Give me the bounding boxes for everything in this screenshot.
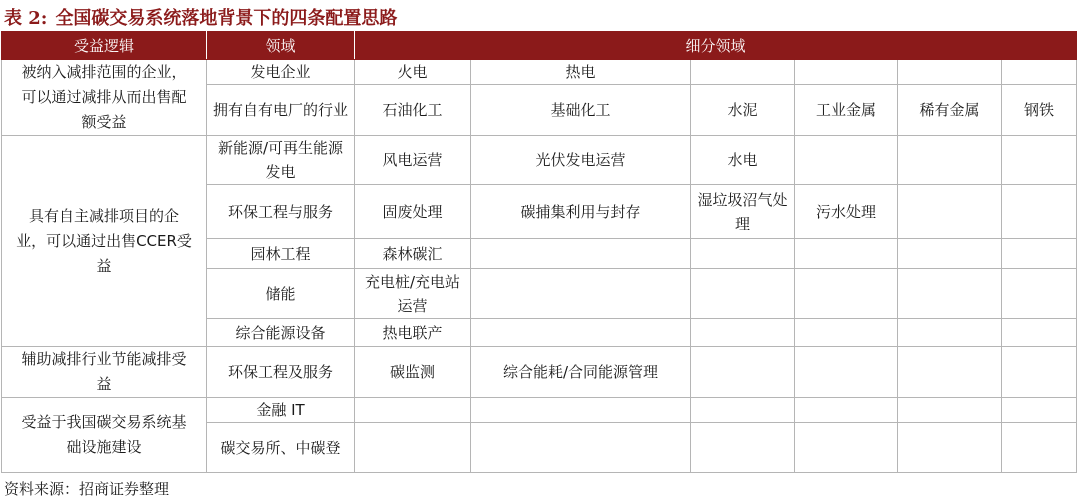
table-title-text: 全国碳交易系统落地背景下的四条配置思路: [55, 8, 398, 29]
subfield-cell: [691, 347, 795, 398]
subfield-cell: [795, 60, 898, 85]
domain-cell: 发电企业: [207, 60, 355, 85]
subfield-cell: 热电: [471, 60, 691, 85]
subfield-cell: [898, 398, 1002, 423]
subfield-cell: 充电桩/充电站运营: [355, 269, 471, 319]
subfield-cell: [1002, 319, 1077, 347]
category-cell: 辅助减排行业节能减排受益: [2, 347, 207, 398]
table-row: [2, 136, 1077, 185]
header-subfields: 细分领域: [355, 32, 1077, 60]
subfield-cell: [795, 423, 898, 473]
subfield-cell: [795, 239, 898, 269]
domain-cell: 金融 IT: [207, 398, 355, 423]
subfield-cell: 污水处理: [795, 185, 898, 239]
table-row: [2, 60, 1077, 85]
header-domain: 领域: [207, 32, 355, 60]
domain-cell: 储能: [207, 269, 355, 319]
subfield-cell: [355, 398, 471, 423]
subfield-cell: [471, 398, 691, 423]
subfield-cell: [471, 423, 691, 473]
source-note: 资料来源：招商证券整理: [4, 480, 170, 498]
subfield-cell: [355, 423, 471, 473]
subfield-cell: 风电运营: [355, 136, 471, 185]
subfield-cell: [795, 398, 898, 423]
subfield-cell: [691, 319, 795, 347]
subfield-cell: 工业金属: [795, 85, 898, 136]
subfield-cell: 石油化工: [355, 85, 471, 136]
domain-cell: 拥有自有电厂的行业: [207, 85, 355, 136]
subfield-cell: [471, 319, 691, 347]
subfield-cell: [471, 239, 691, 269]
subfield-cell: [795, 136, 898, 185]
subfield-cell: [1002, 269, 1077, 319]
subfield-cell: [691, 423, 795, 473]
subfield-cell: [1002, 423, 1077, 473]
subfield-cell: [1002, 185, 1077, 239]
strategy-table: [1, 31, 1077, 473]
subfield-cell: [1002, 136, 1077, 185]
domain-cell: 新能源/可再生能源发电: [207, 136, 355, 185]
subfield-cell: [691, 398, 795, 423]
subfield-cell: [898, 60, 1002, 85]
subfield-cell: 综合能耗/合同能源管理: [471, 347, 691, 398]
subfield-cell: 光伏发电运营: [471, 136, 691, 185]
category-cell: 受益于我国碳交易系统基础设施建设: [2, 398, 207, 473]
subfield-cell: [691, 60, 795, 85]
subfield-cell: [898, 136, 1002, 185]
subfield-cell: [691, 269, 795, 319]
table-row: [2, 347, 1077, 398]
subfield-cell: 火电: [355, 60, 471, 85]
subfield-cell: [795, 319, 898, 347]
subfield-cell: [795, 347, 898, 398]
table-number: 表 2:: [4, 8, 48, 29]
category-cell: 被纳入减排范围的企业，可以通过减排从而出售配额受益: [2, 60, 207, 136]
subfield-cell: [898, 239, 1002, 269]
subfield-cell: 森林碳汇: [355, 239, 471, 269]
subfield-cell: [1002, 239, 1077, 269]
table-row: [2, 398, 1077, 423]
domain-cell: 碳交易所、中碳登: [207, 423, 355, 473]
subfield-cell: 热电联产: [355, 319, 471, 347]
subfield-cell: [691, 239, 795, 269]
subfield-cell: [898, 423, 1002, 473]
subfield-cell: 湿垃圾沼气处理: [691, 185, 795, 239]
subfield-cell: [1002, 60, 1077, 85]
subfield-cell: 碳监测: [355, 347, 471, 398]
domain-cell: 综合能源设备: [207, 319, 355, 347]
subfield-cell: 水泥: [691, 85, 795, 136]
subfield-cell: 稀有金属: [898, 85, 1002, 136]
header-beneficiary: 受益逻辑: [2, 32, 207, 60]
domain-cell: 园林工程: [207, 239, 355, 269]
subfield-cell: 钢铁: [1002, 85, 1077, 136]
domain-cell: 环保工程与服务: [207, 185, 355, 239]
subfield-cell: 水电: [691, 136, 795, 185]
subfield-cell: [898, 269, 1002, 319]
subfield-cell: [1002, 347, 1077, 398]
domain-cell: 环保工程及服务: [207, 347, 355, 398]
subfield-cell: 碳捕集利用与封存: [471, 185, 691, 239]
subfield-cell: [795, 269, 898, 319]
category-cell: 具有自主减排项目的企业，可以通过出售CCER受益: [2, 136, 207, 347]
subfield-cell: [898, 185, 1002, 239]
subfield-cell: 基础化工: [471, 85, 691, 136]
table-title: [4, 4, 397, 30]
subfield-cell: [898, 347, 1002, 398]
subfield-cell: [471, 269, 691, 319]
header-row: [2, 32, 1077, 60]
subfield-cell: [1002, 398, 1077, 423]
subfield-cell: [898, 319, 1002, 347]
subfield-cell: 固废处理: [355, 185, 471, 239]
